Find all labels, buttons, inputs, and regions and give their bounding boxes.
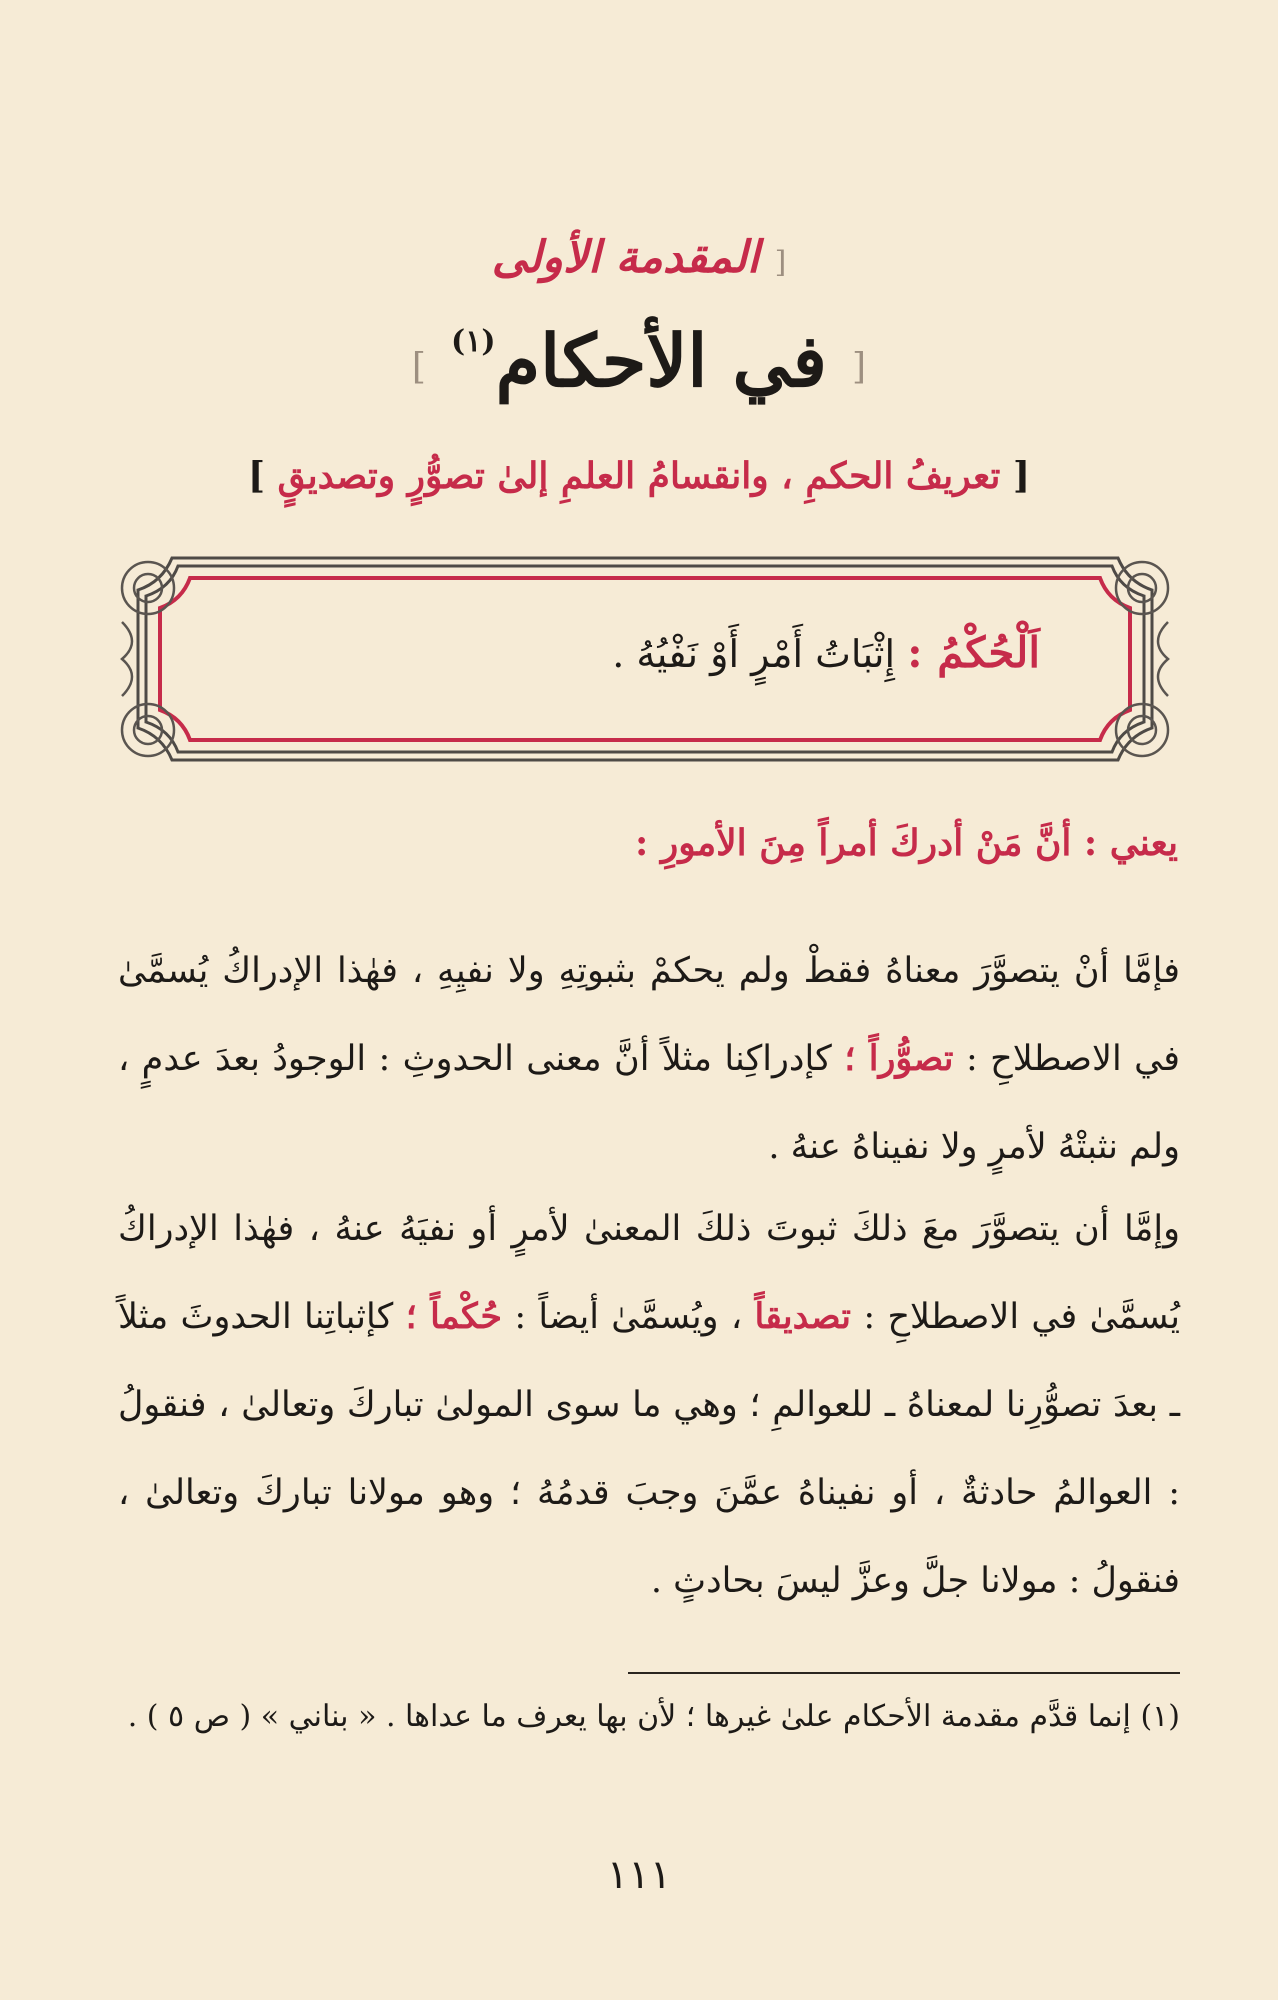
paragraph-text: كإدراكِنا مثلاً أنَّ معنى الحدوثِ : الوجودُ بعدَ عدمٍ ، ولم نثبتْهُ لأمرٍ ولا نفيناهُ عنهُ . <box>118 1039 1180 1167</box>
definition <box>220 628 1040 677</box>
intro-heading: يعني : أنَّ مَنْ أدركَ أمراً مِنَ الأمورِ : <box>635 822 1178 864</box>
highlighted-term: تصديقاً <box>754 1296 852 1337</box>
open-bracket: [ <box>852 346 867 388</box>
paragraph-text: فإمَّا أنْ يتصوَّرَ معناهُ فقطْ ولم يحكمْ بثبوتِهِ ولا نفيِهِ ، فهٰذا الإدراكُ يُسمَّىٰ في الاصطلاحِ : <box>118 951 1180 1079</box>
chapter-label-text: المقدمة الأولى <box>491 232 760 283</box>
page-number: ١١١ <box>606 1852 672 1898</box>
footnote-separator <box>628 1672 1180 1674</box>
chapter-title <box>0 318 1278 403</box>
definition-text: إِثْبَاتُ أَمْرٍ أَوْ نَفْيُهُ . <box>612 632 896 676</box>
close-bracket: ] <box>411 346 426 388</box>
open-bracket: [ <box>1013 455 1031 497</box>
paragraph-text: كإثباتِنا الحدوثَ مثلاً ـ بعدَ تصوُّرِنا لمعناهُ ـ للعوالمِ ؛ وهي ما سوى المولىٰ تباركَ وتعالىٰ ، فنقولُ : العوالمُ حادثةٌ ، أو نفيناهُ عمَّنَ وجبَ قدمُهُ ؛ وهو مولانا تباركَ وتعالىٰ ، فنقولُ : مولانا جلَّ وعزَّ ليسَ بحادثٍ . <box>118 1297 1180 1601</box>
section-subtitle <box>0 455 1278 497</box>
paragraph-text: وإمَّا أن يتصوَّرَ معَ ذلكَ ثبوتَ ذلكَ المعنىٰ لأمرٍ أو نفيَهُ عنهُ ، فهٰذا الإدراكُ يُسمَّىٰ في الاصطلاحِ : <box>118 1209 1180 1337</box>
highlighted-term: حُكْماً ؛ <box>405 1296 502 1337</box>
paragraph-tasawwur <box>118 927 1180 1191</box>
footnote-marker: (١) <box>1140 1699 1180 1734</box>
paragraph-text: ، ويُسمَّىٰ أيضاً : <box>514 1297 743 1337</box>
footnote-text: إنما قدَّم مقدمة الأحكام علىٰ غيرها ؛ لأن بها يعرف ما عداها . « بناني » ( ص ٥ ) . <box>127 1699 1131 1734</box>
footnote-reference: (١) <box>451 324 496 359</box>
subtitle-text: تعريفُ الحكمِ ، وانقسامُ العلمِ إلىٰ تصوُّرٍ وتصديقٍ <box>277 455 1001 497</box>
definition-term: اَلْحُكْمُ : <box>907 628 1040 677</box>
paragraph-tasdiq <box>118 1185 1180 1625</box>
highlighted-term: تصوُّراً ؛ <box>844 1038 954 1079</box>
open-bracket: [ <box>774 245 787 280</box>
chapter-title-text: في الأحكام <box>495 318 827 403</box>
chapter-label <box>0 232 1278 283</box>
close-bracket: ] <box>247 455 265 497</box>
footnote <box>118 1690 1180 1744</box>
